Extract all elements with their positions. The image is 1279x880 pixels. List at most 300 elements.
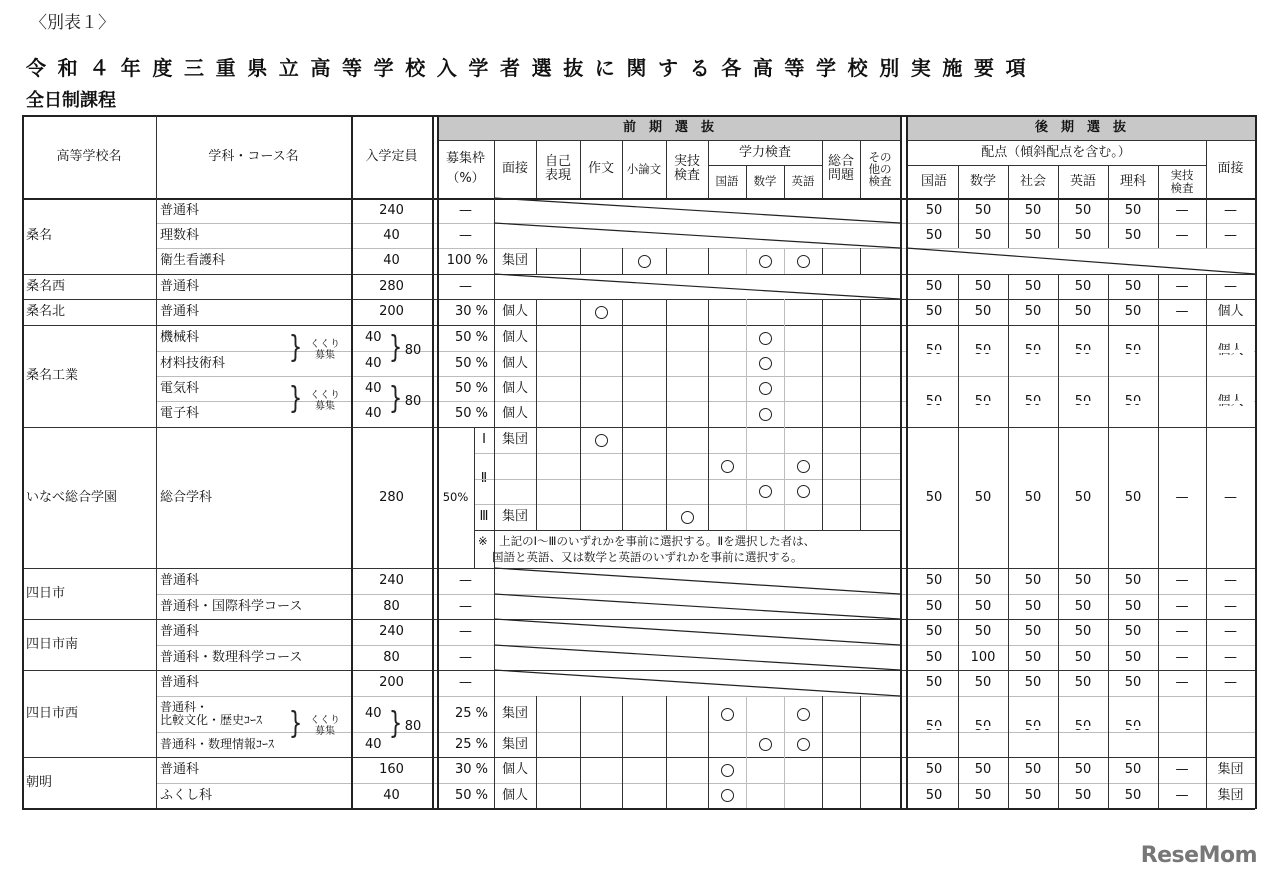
v-rule [1206,645,1207,670]
v-rule [536,757,537,783]
v-rule [622,140,623,198]
header-late-interview-text: 面接 [1217,161,1244,177]
v-rule [958,325,959,351]
late-cell-text: 50 [1024,573,1042,589]
capacity-cell [351,299,432,325]
late-cell-text: — [1175,624,1189,640]
late-cell [958,299,1008,325]
late-cell [1158,757,1206,783]
header-late-math [958,165,1008,198]
late-cell-text: 50 [925,573,943,589]
v-rule [1008,670,1009,696]
kukuri-label [300,376,350,427]
v-rule [1206,325,1207,351]
course-name-text: 衛生看護科 [160,253,226,269]
header-practical-text: 実技検査 [673,154,700,183]
late-cell [1108,299,1158,325]
v-rule [580,299,581,325]
v-rule [822,325,823,351]
v-rule [958,568,959,594]
late-cell-text: 50 [1024,278,1042,294]
v-rule [958,783,959,808]
late-cell [1008,619,1058,645]
school-name-text: 朝明 [26,774,53,790]
circle-icon [595,434,608,447]
v-rule [746,401,747,427]
header-japanese-text: 国語 [715,174,739,189]
v-rule [1058,757,1059,783]
v-rule [1158,400,1159,405]
v-rule [784,696,785,732]
late-cell-text: 50 [1074,227,1092,243]
late-cell [1206,594,1255,619]
capacity-cell-text: 240 [379,573,404,589]
v-rule [1108,198,1109,223]
merge-cover [907,726,1254,729]
v-rule [900,115,902,808]
late-cell-text: 集団 [1217,787,1244,803]
header-capacity-text: 入学定員 [365,148,418,164]
late-cell-text: — [1175,278,1189,294]
late-cell-text: 50 [1024,624,1042,640]
late-cell-text: 50 [1074,278,1092,294]
late-cell-text: 50 [925,202,943,218]
circle-mark [580,427,622,453]
late-cell [1108,757,1158,783]
late-cell-text: — [1175,787,1189,803]
circle-icon [721,789,734,802]
v-rule [958,349,959,354]
v-rule [1108,274,1109,299]
course-name-text: 電子科 [160,406,200,422]
quota-cell [437,783,494,808]
v-rule [432,115,434,808]
interview-cell-text: 個人 [501,406,528,422]
v-rule [958,400,959,405]
header-course-text: 学科・コース名 [208,148,299,164]
v-rule [958,427,959,568]
header-late-english-text: 英語 [1069,173,1096,189]
v-rule [784,757,785,783]
v-rule [1008,274,1009,299]
header-essay [580,140,622,198]
header-late-math-text: 数学 [969,173,996,189]
interview-cell-text: 個人 [501,787,528,803]
v-rule [622,299,623,325]
circle-mark [746,325,784,351]
v-rule [784,783,785,808]
late-cell [910,299,958,325]
h-rule [474,530,900,531]
v-rule [474,427,475,568]
v-rule [1158,619,1159,645]
quota-cell-text: 100 % [446,253,488,269]
course-name-text: 普通科・国際科学コース [160,598,303,614]
late-cell-text: 50 [1074,762,1092,778]
v-rule [580,757,581,783]
v-rule [958,670,959,696]
v-rule [1158,670,1159,696]
v-rule [784,248,785,274]
v-rule [1058,568,1059,594]
school-name-text: いなべ総合学園 [26,489,118,505]
v-rule [746,248,747,274]
v-rule [708,351,709,376]
merge-cover [907,401,1254,404]
v-rule [1058,351,1059,376]
late-cell [1108,427,1158,568]
header-late-social [1008,165,1058,198]
v-rule [958,376,959,401]
late-cell [910,223,958,248]
v-rule [784,165,785,198]
v-rule [1008,725,1009,730]
circle-icon [759,408,772,421]
v-rule [1058,594,1059,619]
interview-cell [494,427,536,453]
capacity-cell-text: 240 [379,202,404,218]
v-rule [1206,619,1207,645]
brace-icon: } [288,329,303,365]
v-rule [1158,223,1159,248]
school-name [22,427,156,568]
header-english-text: 英語 [791,174,815,189]
header-academic [708,140,822,165]
quota-cell [437,274,494,299]
late-cell [1058,568,1108,594]
late-cell-text: — [1175,649,1189,665]
v-rule [1206,783,1207,808]
school-name-text: 四日市南 [26,636,79,652]
v-rule [746,427,747,530]
course-name [156,223,351,248]
v-rule [622,427,623,530]
v-rule [622,696,623,732]
v-rule [708,732,709,757]
late-cell-text: 50 [925,304,943,320]
late-cell-text: 50 [1124,624,1142,640]
v-rule [784,351,785,376]
capacity-cell-text: 40 [383,227,400,243]
circle-icon [721,708,734,721]
quota-cell-text: — [459,649,472,665]
v-rule [666,696,667,732]
v-rule [1206,349,1207,354]
late-cell [1108,619,1158,645]
capacity-cell-text: 40 [365,736,382,752]
late-cell-text: 50 [974,278,992,294]
late-cell-text: — [1175,304,1189,320]
document-label: 〈別表１〉 [30,13,115,33]
late-cell-text: 50 [1124,787,1142,803]
late-cell [958,223,1008,248]
late-cell-text: 集団 [1217,762,1244,778]
v-rule [1008,757,1009,783]
quota-cell [437,696,494,732]
capacity-cell [351,248,432,274]
header-points [906,140,1206,165]
v-rule [1255,115,1257,809]
course-name [156,274,351,299]
v-rule [1108,725,1109,730]
circle-mark [708,696,746,732]
v-rule [1158,725,1159,730]
course-name-text: 普通科 [160,202,200,218]
note-line: 国語と英語、又は数学と英語のいずれかを事前に選択する。 [492,549,803,564]
interview-cell-text: 個人 [501,304,528,320]
v-rule [666,732,667,757]
v-rule [1158,732,1159,757]
v-rule [1206,427,1207,568]
v-rule [746,376,747,401]
school-name [22,757,156,808]
v-rule [666,757,667,783]
v-rule [1108,594,1109,619]
late-cell [910,274,958,299]
course-name [156,248,351,274]
circle-icon [721,460,734,473]
header-late-title-text: 後 期 選 抜 [1034,119,1126,135]
header-school [22,115,156,198]
late-cell-text: — [1224,278,1237,294]
v-rule [860,325,861,351]
v-rule [1058,670,1059,696]
late-cell [910,594,958,619]
v-rule [580,696,581,732]
late-cell [1058,619,1108,645]
late-cell-text: 50 [974,624,992,640]
circle-icon [721,764,734,777]
school-name [22,670,156,757]
circle-mark [784,248,822,274]
late-cell [1008,299,1058,325]
v-rule [784,427,785,530]
header-capacity [351,115,432,198]
group-total-text: 80 [404,393,422,409]
v-rule [1058,274,1059,299]
circle-mark [784,696,822,732]
v-rule [1108,299,1109,325]
document-subtitle: 全日制課程 [26,90,116,111]
late-cell-text: 50 [1024,649,1042,665]
v-rule [536,696,537,732]
v-rule [958,223,959,248]
quota-cell [437,619,494,645]
late-cell-text: — [1224,202,1237,218]
late-cell-text: — [1175,227,1189,243]
h-rule [22,808,1255,810]
group-total-text: 80 [404,342,422,358]
late-cell [1108,783,1158,808]
late-cell [1058,274,1108,299]
header-quota [437,140,494,198]
v-rule [958,757,959,783]
v-rule [1158,325,1159,351]
header-late-practical-text: 実技検査 [1170,168,1194,195]
late-cell [910,757,958,783]
h-rule [474,504,900,505]
quota-cell-text: — [459,227,472,243]
v-rule [784,376,785,401]
late-cell-text: — [1224,598,1237,614]
late-cell-text: 50 [1124,598,1142,614]
late-cell [1206,645,1255,670]
header-english [784,165,822,198]
late-cell-text: 50 [1124,278,1142,294]
interview-cell-text: 個人 [501,380,528,396]
late-cell [1206,198,1255,223]
brace-icon: } [288,380,303,416]
v-rule [958,725,959,730]
school-name-text: 桑名西 [26,278,66,294]
capacity-cell-text: 40 [383,787,400,803]
v-rule [1206,376,1207,401]
h-rule [156,783,1255,784]
kukuri-text: 募集 [315,349,335,361]
v-rule [822,757,823,783]
late-cell [958,274,1008,299]
interview-cell [494,401,536,427]
quota-cell-text: 50 % [454,787,488,803]
header-late-title [906,115,1255,140]
v-rule [1206,757,1207,783]
v-rule [1008,568,1009,594]
quota-label: 募集枠 [445,151,485,167]
v-rule [822,376,823,401]
v-rule [958,198,959,223]
late-cell-text: 50 [1074,649,1092,665]
v-rule [1008,645,1009,670]
v-rule [666,427,667,530]
v-rule [580,140,581,198]
v-rule [1158,165,1159,198]
late-cell-text: 50 [1124,649,1142,665]
v-rule [708,696,709,732]
v-rule [1206,400,1207,405]
late-cell-text: 50 [1074,624,1092,640]
quota-cell-text: — [459,573,472,589]
late-cell-text: 50 [1124,202,1142,218]
group-total [398,325,428,376]
header-points-text: 配点（傾斜配点を含む。） [981,144,1131,160]
v-rule [1206,594,1207,619]
late-cell [1008,757,1058,783]
v-rule [666,351,667,376]
late-cell [910,619,958,645]
header-academic-text: 学力検査 [738,144,791,160]
late-cell-text: 50 [1074,598,1092,614]
late-cell [1058,783,1108,808]
capacity-cell [351,568,432,594]
late-cell-text: 50 [1074,675,1092,691]
late-cell [1108,198,1158,223]
circle-icon [797,738,810,751]
course-name-text: 普通科 [160,624,200,640]
capacity-cell-text: 160 [379,762,404,778]
capacity-cell-text: 80 [383,649,400,665]
quota-cell [437,757,494,783]
h-rule [156,594,1255,595]
h-rule [906,140,1255,141]
late-cell [1158,670,1206,696]
v-rule [1058,619,1059,645]
quota-cell [437,325,494,351]
quota-cell [437,732,494,757]
v-rule [958,732,959,757]
circle-icon [759,255,772,268]
v-rule [784,299,785,325]
merge-cover [907,731,1254,734]
v-rule [958,619,959,645]
header-early-title [437,115,900,140]
v-rule [822,140,823,198]
h-rule [437,140,900,141]
circle-icon [759,738,772,751]
v-rule [958,594,959,619]
quota-cell [437,645,494,670]
v-rule [1058,349,1059,354]
late-cell-text: 50 [1024,304,1042,320]
v-rule [1008,198,1009,223]
v-rule [906,115,908,808]
quota-cell [437,401,494,427]
note-line: ※ 上記のⅠ～Ⅲのいずれかを事前に選択する。Ⅱを選択した者は、 [478,534,816,548]
school-name [22,198,156,274]
quota-cell-text: — [459,624,472,640]
header-comprehensive [822,140,860,198]
circle-icon [759,357,772,370]
kukuri-text: くくり [310,390,340,401]
v-rule [1158,594,1159,619]
school-name [22,619,156,670]
circle-icon [797,708,810,721]
late-cell [1158,274,1206,299]
v-rule [494,140,495,808]
v-rule [708,427,709,530]
late-cell-text: 50 [974,489,992,505]
quota-cell-text: — [459,202,472,218]
v-rule [708,248,709,274]
v-rule [666,783,667,808]
circle-icon [759,332,772,345]
quota-cell [437,248,494,274]
group-total [398,696,428,757]
v-rule [1058,198,1059,223]
late-cell [1058,594,1108,619]
header-essay-text: 作文 [587,161,614,177]
header-other-text: その他の検査 [868,149,892,189]
interview-cell [494,351,536,376]
v-rule [958,645,959,670]
late-cell [1108,670,1158,696]
capacity-cell-text: 80 [383,598,400,614]
v-rule [822,732,823,757]
h-rule [22,198,1255,200]
quota-cell-text: — [459,278,472,294]
circle-icon [681,511,694,524]
late-cell-text: — [1224,624,1237,640]
quota-cell-text: — [459,598,472,614]
group-total [398,376,428,427]
course-name [156,757,351,783]
course-name-text: ふくし科 [160,787,213,803]
quota-cell-text: 25 % [454,706,488,722]
late-cell-text: 50 [974,227,992,243]
v-rule [784,325,785,351]
capacity-cell [351,757,432,783]
late-cell [1158,594,1206,619]
v-rule [1058,376,1059,401]
